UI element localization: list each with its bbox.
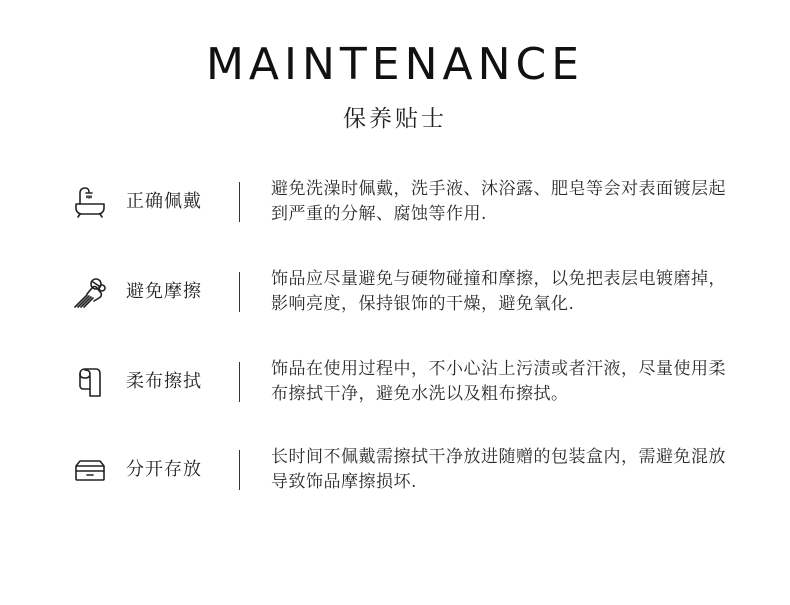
tip-label-wear: 正确佩戴 [126,191,202,212]
divider [239,362,240,402]
tip-row-friction [0,269,790,332]
divider [239,450,240,490]
tip-description-wear: 避免洗澡时佩戴，洗手液、沐浴露、肥皂等会对表面镀层起到严重的分解、腐蚀等作用. [271,179,726,224]
divider [239,182,240,222]
divider [239,272,240,312]
friction-icon [72,274,108,310]
bathtub-icon [72,184,108,220]
tip-label-storage: 分开存放 [126,459,202,480]
page-title: MAINTENANCE [205,39,585,90]
tip-row-wear [0,179,790,242]
tip-description-storage: 长时间不佩戴需擦拭干净放进随赠的包装盒内，需避免混放导致饰品摩擦损坏. [271,447,726,492]
tip-description-friction: 饰品应尽量避免与硬物碰撞和摩擦，以免把表层电镀磨掉，影响亮度，保持银饰的干燥，避免氧化. [271,269,726,314]
storage-box-icon [72,452,108,488]
tip-row-storage [0,447,790,510]
tip-label-wipe: 柔布擦拭 [126,371,202,392]
page-subtitle: 保养贴士 [343,106,447,132]
tip-description-wipe: 饰品在使用过程中，不小心沾上污渍或者汗液，尽量使用柔布擦拭干净，避免水洗以及粗布擦拭。 [271,359,726,404]
tip-label-friction: 避免摩擦 [126,281,202,302]
cloth-roll-icon [72,364,108,400]
tip-row-wipe [0,359,790,422]
